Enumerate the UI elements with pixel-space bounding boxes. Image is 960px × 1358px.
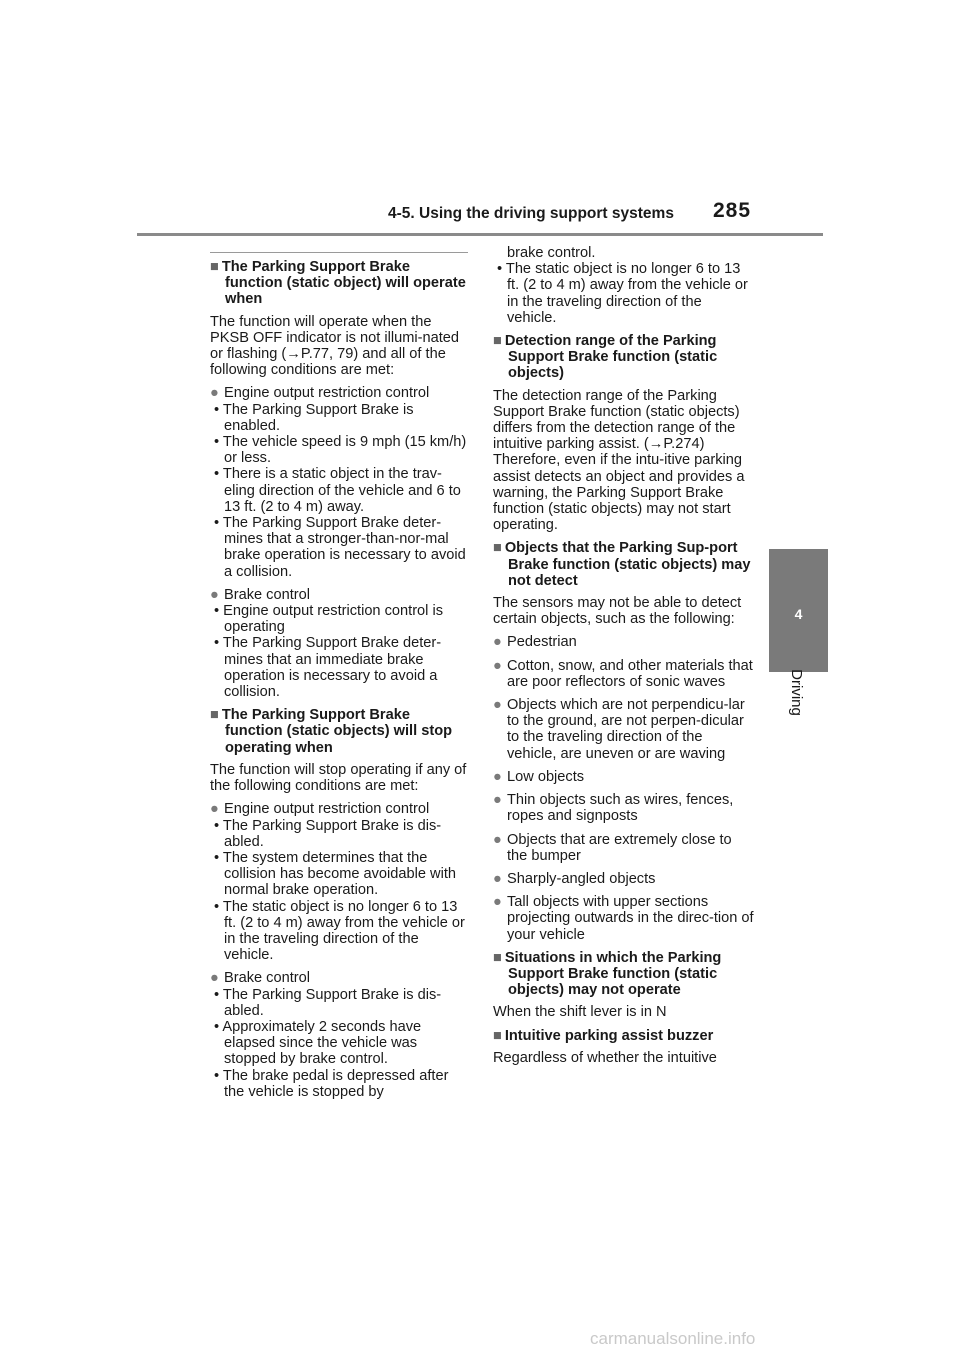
bullet-group: [210, 801, 468, 963]
dash-item: • Approximately 2 seconds have elapsed since the vehicle was stopped by brake control.: [214, 1018, 422, 1068]
section-heading: ■ Situations in which the Parking Support Brake function (static objects) may not operate: [493, 949, 722, 999]
bullet-group: [210, 385, 468, 579]
bullet-group: [493, 261, 755, 326]
dot-bullet-icon: ●: [493, 634, 502, 651]
dash-item: • The Parking Support Brake deter-mines that an immediate brake operation is necessary to avoid a collision.: [214, 635, 442, 701]
bullet-item: ● Cotton, snow, and other materials that are poor reflectors of sonic waves: [493, 657, 753, 690]
section-heading: ■ The Parking Support Brake function (static objects) will stop operating when: [210, 707, 453, 756]
paragraph: The sensors may not be able to detect certain objects, such as the following:: [493, 595, 742, 628]
header-rule: [137, 233, 823, 236]
page-number: 285: [713, 199, 752, 222]
dash-item: • The static object is no longer 6 to 13 ft. (2 to 4 m) away from the vehicle or in the traveling direction of the vehicle.: [497, 261, 748, 326]
chapter-tab: [769, 549, 828, 672]
paragraph: Regardless of whether the intuitive: [493, 1049, 717, 1066]
continued-line: brake control.: [507, 245, 596, 261]
dot-bullet-icon: ●: [493, 697, 502, 714]
dot-bullet-icon: ●: [493, 870, 502, 887]
dash-item: • The static object is no longer 6 to 13 ft. (2 to 4 m) away from the vehicle or in the traveling direction of the vehicle.: [214, 898, 465, 964]
bullet-item: ● Low objects: [493, 768, 585, 785]
dot-bullet-icon: ●: [493, 657, 502, 674]
paragraph: The function will operate when the PKSB OFF indicator is not illumi-nated or flashing (→P.77, 79) and all of the following conditions are met:: [210, 313, 459, 379]
watermark: carmanualsonline.info: [590, 1329, 756, 1348]
dot-bullet-icon: ●: [493, 831, 502, 848]
dot-bullet-icon: ●: [210, 385, 219, 402]
right-column: [493, 245, 755, 1073]
object-list: [493, 634, 755, 942]
dot-bullet-icon: ●: [493, 768, 502, 785]
bullet-group: [210, 970, 468, 1100]
dot-bullet-icon: ●: [210, 970, 219, 987]
dash-item: • The Parking Support Brake deter-mines that a stronger-than-nor-mal brake operation is necessary to avoid a collision.: [214, 515, 466, 580]
square-bullet-icon: ■: [493, 1027, 502, 1044]
section-heading: ■ Objects that the Parking Sup-port Brake function (static objects) may not detect: [493, 540, 751, 589]
bullet-item: ● Objects which are not perpendicu-lar to the ground, are not perpen-dicular to the traveling direction of the vehicle, are uneven or are waving: [493, 697, 745, 762]
left-column: [210, 252, 468, 1107]
bullet-item: ● Brake control: [210, 970, 310, 987]
bullet-item: ● Engine output restriction control: [210, 801, 430, 818]
paragraph: When the shift lever is in N: [493, 1004, 667, 1021]
bullet-item: ● Pedestrian: [493, 634, 577, 651]
column-top-rule: [210, 252, 468, 253]
dash-item: • The vehicle speed is 9 mph (15 km/h) or less.: [214, 434, 467, 467]
square-bullet-icon: ■: [493, 949, 502, 966]
square-bullet-icon: ■: [493, 540, 502, 557]
dot-bullet-icon: ●: [210, 586, 219, 603]
chapter-number: 4: [794, 606, 803, 622]
dot-bullet-icon: ●: [210, 801, 219, 818]
chapter-label-box: [771, 664, 830, 718]
dash-item: • The Parking Support Brake is enabled.: [214, 401, 414, 434]
dot-bullet-icon: ●: [493, 792, 502, 809]
dash-item: • The Parking Support Brake is dis-abled.: [214, 986, 442, 1019]
dash-item: • Engine output restriction control is operating: [214, 603, 444, 636]
section-heading: ■ The Parking Support Brake function (static object) will operate when: [210, 259, 466, 308]
dot-bullet-icon: ●: [493, 894, 502, 911]
paragraph: The detection range of the Parking Support Brake function (static objects) differs from the detection range of the intuitive parking assist. (→P.274) Therefore, even if the intu-itive parking assist detects an object and provides a warning, the Parking Support Brake function (static objects) may not start operating.: [493, 387, 745, 534]
chapter-label: Driving: [787, 669, 805, 716]
square-bullet-icon: ■: [210, 707, 219, 724]
section-heading: ■ Detection range of the Parking Support Brake function (static objects): [493, 333, 718, 382]
dash-item: • There is a static object in the trav-eling direction of the vehicle and 6 to 13 ft. (2 to 4 m) away.: [214, 466, 461, 515]
dash-item: • The system determines that the collision has become avoidable with normal brake operation.: [214, 849, 457, 899]
dash-item: • The brake pedal is depressed after the vehicle is stopped by: [214, 1067, 449, 1100]
paragraph: The function will stop operating if any of the following conditions are met:: [210, 761, 467, 795]
bullet-item: ● Tall objects with upper sections projecting outwards in the direc-tion of your vehicle: [493, 894, 754, 943]
square-bullet-icon: ■: [210, 259, 219, 275]
bullet-item: ● Engine output restriction control: [210, 385, 430, 402]
section-title: 4-5. Using the driving support systems: [388, 205, 674, 222]
bullet-item: ● Objects that are extremely close to the bumper: [493, 831, 732, 864]
bullet-item: ● Sharply-angled objects: [493, 870, 656, 887]
bullet-item: ● Thin objects such as wires, fences, ropes and signposts: [493, 792, 734, 825]
section-heading: ■ Intuitive parking assist buzzer: [493, 1027, 714, 1044]
bullet-item: ● Brake control: [210, 586, 310, 603]
dash-item: • The Parking Support Brake is dis-abled.: [214, 817, 442, 850]
bullet-group: [210, 587, 468, 700]
square-bullet-icon: ■: [493, 333, 502, 350]
